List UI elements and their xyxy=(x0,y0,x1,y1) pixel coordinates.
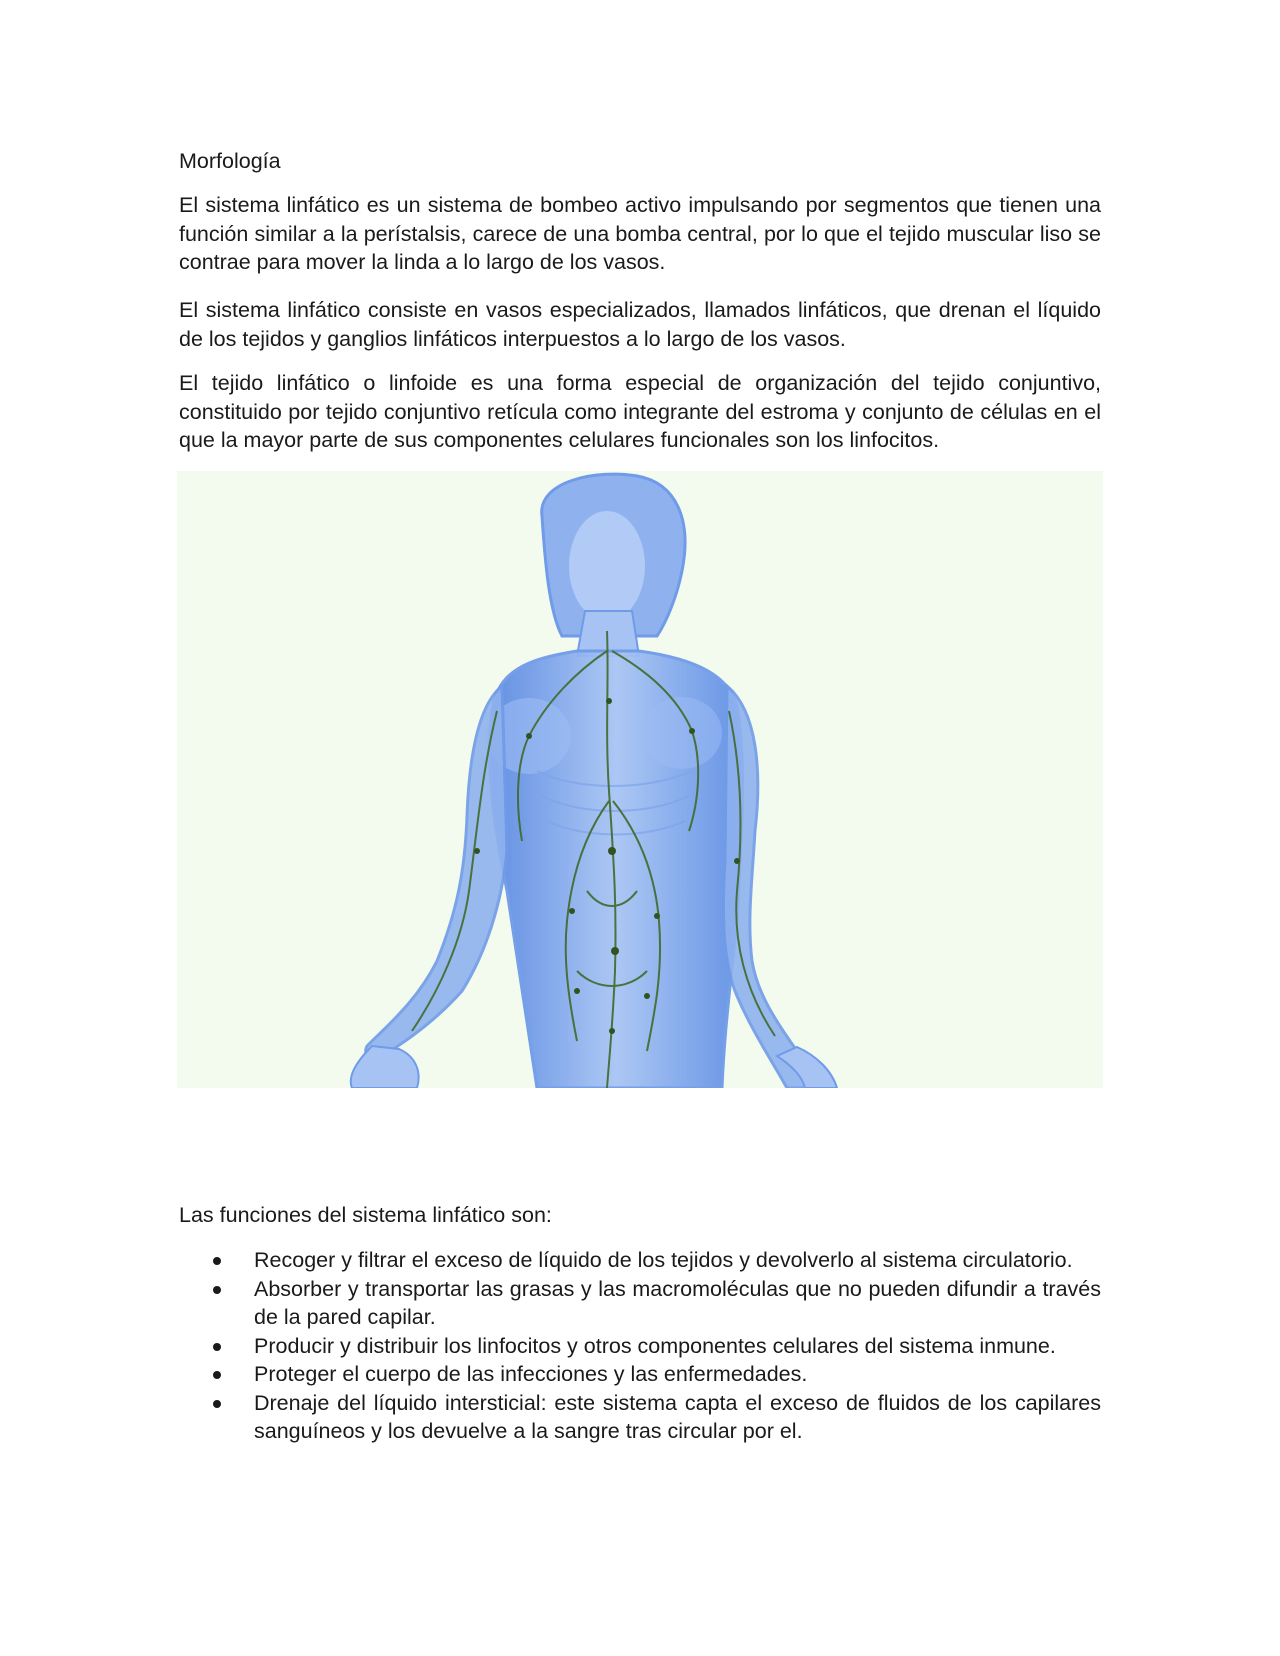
paragraph-3 xyxy=(179,369,1101,455)
lymphatic-system-illustration-icon xyxy=(177,471,1103,1088)
paragraph-text: El sistema linfático consiste en vasos especializados, llamados linfáticos, que drenan el líquido de los tejidos y ganglios linfáticos interpuestos a lo largo de los vasos. xyxy=(179,298,1101,351)
bullet-icon xyxy=(213,1371,221,1379)
functions-list xyxy=(179,1246,1101,1446)
list-item-text: Proteger el cuerpo de las infecciones y las enfermedades. xyxy=(254,1362,808,1386)
list-item xyxy=(179,1389,1101,1446)
bullet-icon xyxy=(213,1286,221,1294)
bullet-icon xyxy=(213,1257,221,1265)
list-item xyxy=(179,1360,1101,1389)
paragraph-text: El sistema linfático es un sistema de bombeo activo impulsando por segmentos que tienen una función similar a la perístalsis, carece de una bomba central, por lo que el tejido muscular liso se contrae para mover la linda a lo largo de los vasos. xyxy=(179,193,1101,274)
list-item-text: Absorber y transportar las grasas y las macromoléculas que no pueden difundir a través de la pared capilar. xyxy=(254,1276,1101,1329)
list-item-text: Producir y distribuir los linfocitos y otros componentes celulares del sistema inmune. xyxy=(254,1333,1056,1358)
bullet-icon xyxy=(213,1343,221,1351)
lymphatic-system-figure xyxy=(177,471,1103,1088)
section-heading: Morfología xyxy=(179,149,281,173)
list-item-text: Drenaje del líquido intersticial: este sistema capta el exceso de fluidos de los capilares sanguíneos y los devuelve a la sangre tras circular por el. xyxy=(254,1390,1101,1443)
functions-heading: Las funciones del sistema linfático son: xyxy=(179,1203,552,1227)
paragraph-2 xyxy=(179,296,1101,353)
list-item xyxy=(179,1246,1101,1275)
list-item xyxy=(179,1275,1101,1332)
bullet-icon xyxy=(213,1400,221,1408)
list-item-text: Recoger y filtrar el exceso de líquido de los tejidos y devolverlo al sistema circulatorio. xyxy=(254,1248,1073,1272)
paragraph-text: El tejido linfático o linfoide es una forma especial de organización del tejido conjuntivo, constituido por tejido conjuntivo retícula como integrante del estroma y conjunto de células en el que la mayor parte de sus componentes celulares funcionales son los linfocitos. xyxy=(179,371,1101,452)
list-item xyxy=(179,1332,1101,1361)
paragraph-1 xyxy=(179,191,1101,277)
